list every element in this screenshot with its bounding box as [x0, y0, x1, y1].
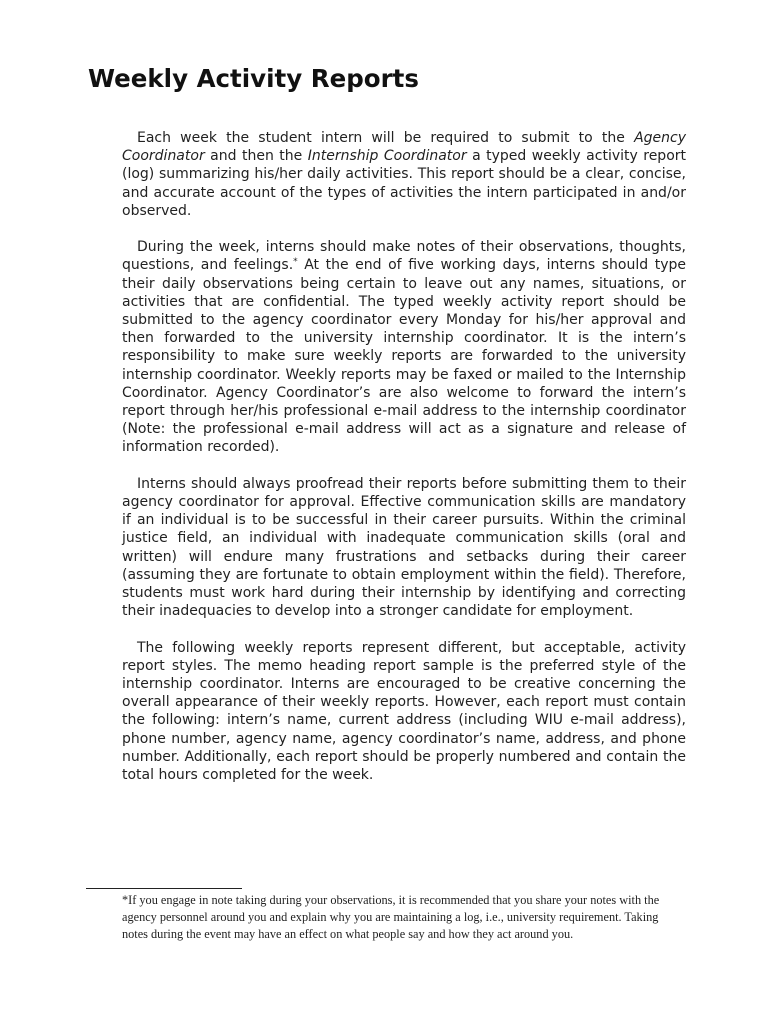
emphasis-agency-coordinator: Agency Coordinator — [122, 130, 686, 165]
footnote-divider — [86, 888, 242, 889]
footnote-marker: * — [293, 257, 298, 268]
paragraph-text: At the end of five working days, interns should type their daily observations being certain to leave out any names, situations, or activities that are confidential. The typed weekly activity report should be submitted to the agency coordinator every Monday for his/her approval and then forwarded to the university internship coordinator. It is the intern’s responsibility to make sure weekly reports are forwarded to the university internship coordinator. Weekly reports may be faxed or mailed to the Internship Coordinator. Agency Coordinator’s are also welcome to forward the intern’s report through her/his professional e-mail address to the internship coordinator (Note: the professional e-mail address will act as a signature and release of information recorded). — [122, 257, 686, 456]
paragraph-text: Each week the student intern will be required to submit to the — [137, 130, 635, 146]
paragraph-text: During the week, interns should make notes of their observations, thoughts, questions, and feelings. — [122, 239, 686, 274]
page-title: Weekly Activity Reports — [88, 64, 419, 93]
paragraph-intro — [122, 129, 686, 220]
footnote-text: *If you engage in note taking during your observations, it is recommended that you share your notes with the agency personnel around you and explain why you are maintaining a log, i.e., university requirement. Taking notes during the event may have an effect on what people say and how they act around you. — [122, 893, 660, 941]
paragraph-notes — [122, 238, 686, 456]
emphasis-internship-coordinator: Internship Coordinator — [307, 148, 467, 165]
paragraph-proofread: Interns should always proofread their reports before submitting them to their agency coordinator for approval. Effective communication skills are mandatory if an individual is to be successful in their career pursuits. Within the criminal justice field, an individual with inadequate communication skills (oral and written) will endure many frustrations and setbacks during their career (assuming they are fortunate to obtain employment within the field). Therefore, students must work hard during their internship by identifying and correcting their inadequacies to develop into a stronger candidate for employment. — [122, 475, 686, 620]
paragraph-report-styles: The following weekly reports represent different, but acceptable, activity report styles. The memo heading report sample is the preferred style of the internship coordinator. Interns are encouraged to be creative concerning the overall appearance of their weekly reports. However, each report must contain the following: intern’s name, current address (including WIU e-mail address), phone number, agency name, agency coordinator’s name, address, and phone number. Additionally, each report should be properly numbered and contain the total hours completed for the week. — [122, 639, 686, 784]
body-text — [122, 129, 686, 802]
paragraph-text: a typed weekly activity report (log) summarizing his/her daily activities. This report should be a clear, concise, and accurate account of the types of activities the intern participated in and/or observed. — [122, 148, 687, 219]
paragraph-text: and then the — [204, 148, 308, 165]
